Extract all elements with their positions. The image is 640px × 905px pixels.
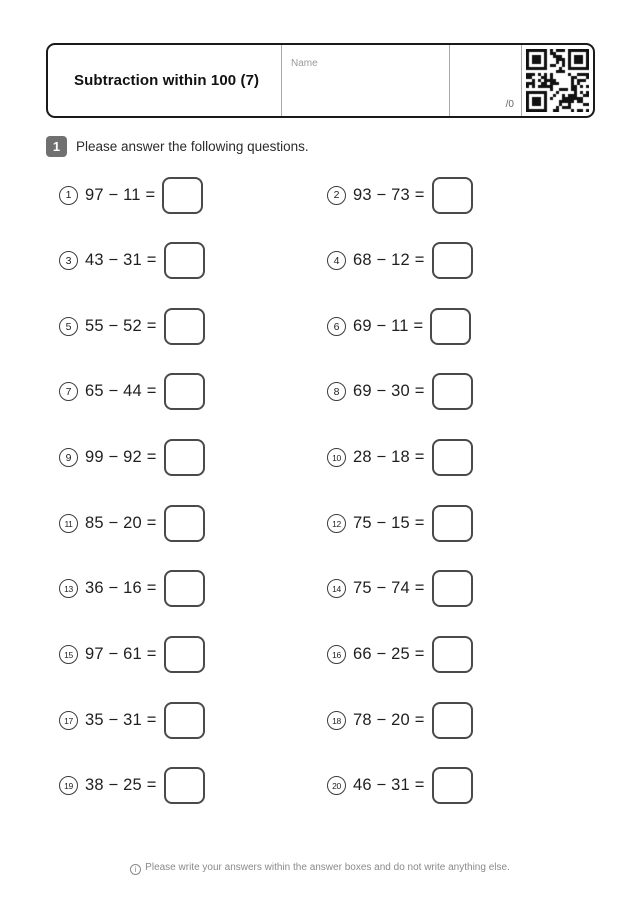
answer-box[interactable]	[164, 439, 205, 476]
answer-box[interactable]	[432, 702, 473, 739]
question-expression: 75 − 15 =	[353, 513, 425, 532]
question-number: 7	[59, 382, 78, 401]
answer-box[interactable]	[164, 767, 205, 804]
score-label: /0	[505, 99, 514, 110]
answer-box[interactable]	[432, 439, 473, 476]
question-row	[327, 306, 471, 346]
question-number: 5	[59, 317, 78, 336]
question-row	[59, 175, 203, 215]
section-instruction: Please answer the following questions.	[76, 139, 309, 154]
answer-box[interactable]	[432, 636, 473, 673]
section-number-badge: 1	[46, 136, 67, 157]
question-row	[59, 306, 205, 346]
answer-box[interactable]	[164, 308, 205, 345]
question-row	[59, 700, 205, 740]
question-number: 13	[59, 579, 78, 598]
answer-box[interactable]	[162, 177, 203, 214]
question-number: 14	[327, 579, 346, 598]
question-expression: 69 − 30 =	[353, 382, 425, 401]
answer-box[interactable]	[430, 308, 471, 345]
question-expression: 99 − 92 =	[85, 448, 157, 467]
question-row	[327, 438, 473, 478]
info-icon: i	[130, 864, 141, 875]
answer-box[interactable]	[432, 177, 473, 214]
question-number: 10	[327, 448, 346, 467]
answer-box[interactable]	[432, 242, 473, 279]
question-row	[59, 241, 205, 281]
question-expression: 65 − 44 =	[85, 382, 157, 401]
name-label: Name	[291, 58, 318, 69]
question-number: 1	[59, 186, 78, 205]
question-number: 20	[327, 776, 346, 795]
question-row	[327, 569, 473, 609]
answer-box[interactable]	[164, 373, 205, 410]
question-expression: 43 − 31 =	[85, 251, 157, 270]
question-expression: 36 − 16 =	[85, 579, 157, 598]
answer-box[interactable]	[432, 505, 473, 542]
question-row	[59, 635, 205, 675]
question-number: 2	[327, 186, 346, 205]
question-expression: 68 − 12 =	[353, 251, 425, 270]
question-expression: 38 − 25 =	[85, 776, 157, 795]
question-expression: 35 − 31 =	[85, 710, 157, 729]
question-row	[327, 372, 473, 412]
question-number: 19	[59, 776, 78, 795]
question-number: 11	[59, 514, 78, 533]
question-row	[59, 569, 205, 609]
question-row	[59, 766, 205, 806]
footer-note-row	[0, 862, 640, 875]
question-expression: 78 − 20 =	[353, 710, 425, 729]
question-row	[327, 503, 473, 543]
question-row	[327, 241, 473, 281]
answer-box[interactable]	[164, 242, 205, 279]
answer-box[interactable]	[164, 702, 205, 739]
answer-box[interactable]	[164, 636, 205, 673]
question-number: 6	[327, 317, 346, 336]
question-expression: 66 − 25 =	[353, 645, 425, 664]
footer-note: Please write your answers within the answer boxes and do not write anything else.	[145, 862, 510, 873]
question-number: 15	[59, 645, 78, 664]
question-row	[59, 438, 205, 478]
question-expression: 93 − 73 =	[353, 185, 425, 204]
question-number: 16	[327, 645, 346, 664]
worksheet-title: Subtraction within 100 (7)	[74, 72, 260, 89]
question-number: 3	[59, 251, 78, 270]
question-number: 17	[59, 711, 78, 730]
question-row	[327, 766, 473, 806]
question-number: 8	[327, 382, 346, 401]
answer-box[interactable]	[164, 505, 205, 542]
question-expression: 55 − 52 =	[85, 316, 157, 335]
question-expression: 85 − 20 =	[85, 513, 157, 532]
question-number: 4	[327, 251, 346, 270]
question-expression: 97 − 61 =	[85, 645, 157, 664]
answer-box[interactable]	[432, 373, 473, 410]
question-row	[327, 635, 473, 675]
question-expression: 69 − 11 =	[353, 316, 424, 335]
question-expression: 28 − 18 =	[353, 448, 425, 467]
question-row	[59, 503, 205, 543]
question-row	[327, 175, 473, 215]
question-expression: 46 − 31 =	[353, 776, 425, 795]
answer-box[interactable]	[164, 570, 205, 607]
question-row	[327, 700, 473, 740]
question-number: 18	[327, 711, 346, 730]
question-expression: 75 − 74 =	[353, 579, 425, 598]
question-row	[59, 372, 205, 412]
question-expression: 97 − 11 =	[85, 185, 156, 204]
question-number: 9	[59, 448, 78, 467]
answer-box[interactable]	[432, 767, 473, 804]
question-number: 12	[327, 514, 346, 533]
answer-box[interactable]	[432, 570, 473, 607]
